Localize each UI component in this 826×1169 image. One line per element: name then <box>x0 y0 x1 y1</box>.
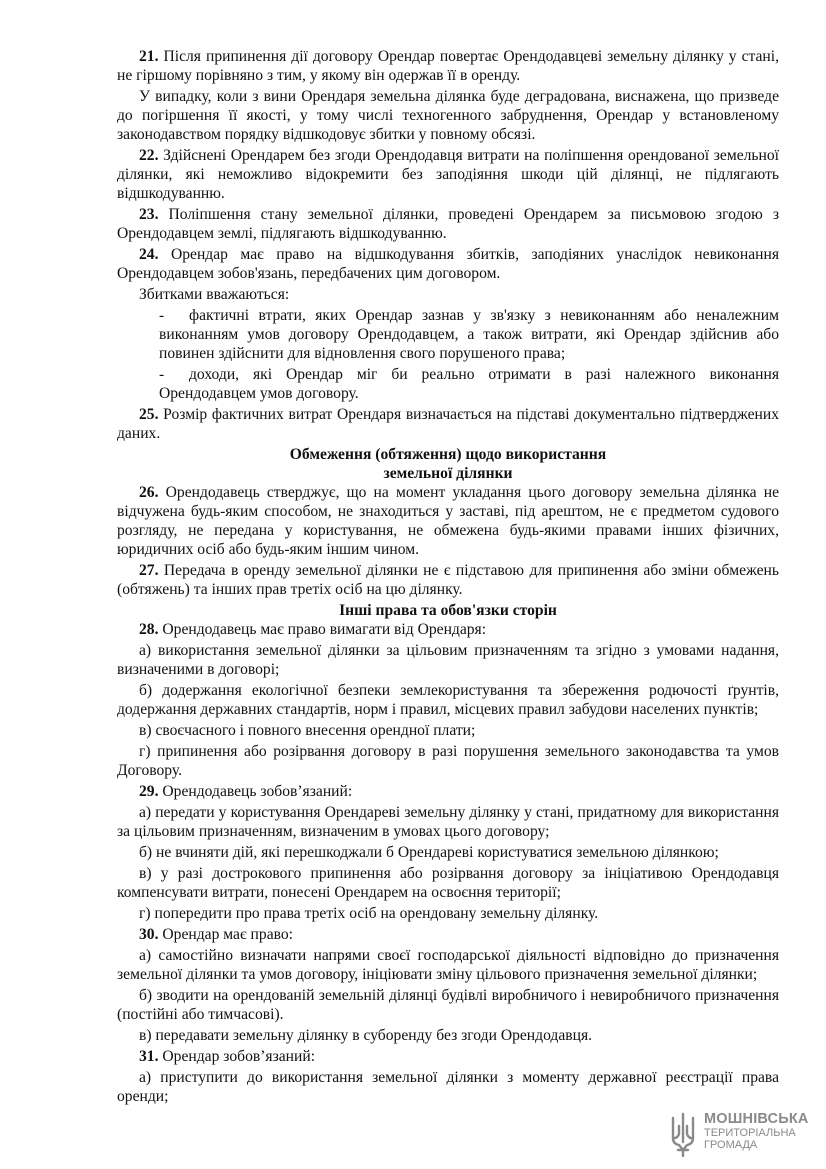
community-logo <box>668 1112 808 1162</box>
paragraph-28-d: г) припинення або розірвання договору в разі порушення земельного законодавства та умов Договору. <box>117 743 779 779</box>
paragraph-28-a: а) використання земельної ділянки за цільовим призначенням та згідно з умовами надання, визначеними в договорі; <box>117 642 779 678</box>
section-heading-restrictions-line2: земельної ділянки <box>383 465 513 482</box>
paragraph-28-b: б) додержання екологічної безпеки землекористування та збереження родючості ґрунтів, додержання державних стандартів, норм і правил, місцевих правил забудови населених пунктів; <box>117 682 779 718</box>
logo-text <box>704 1112 809 1151</box>
paragraph-29-d: г) попередити про права третіх осіб на орендовану земельну ділянку. <box>139 905 599 922</box>
logo-line-2: ТЕРИТОРІАЛЬНА <box>704 1127 796 1139</box>
paragraph-29: 29. Орендодавець зобов’язаний: <box>139 783 353 800</box>
paragraph-31-a: а) приступити до використання земельної ділянки з моменту державної реєстрації права оренди; <box>117 1069 779 1105</box>
paragraph-27: 27. Передача в оренду земельної ділянки не є підставою для припинення або зміни обмежень (обтяжень) та інших прав третіх осіб на цю ділянку. <box>117 562 779 598</box>
paragraph-29-b: б) не вчиняти дій, які перешкоджали б Орендареві користуватися земельною ділянкою; <box>139 844 719 861</box>
paragraph-22: 22. Здійснені Орендарем без згоди Орендодавця витрати на поліпшення орендованої земельної ділянки, які неможливо відокремити без заподіяння шкоди цій ділянці, не підлягають відшкодуванню. <box>117 147 779 202</box>
logo-line-1: МОШНІВСЬКА <box>704 1111 809 1127</box>
paragraph-24-losses: Збитками вважаються: <box>139 286 290 303</box>
paragraph-30: 30. Орендар має право: <box>139 926 293 943</box>
list-item: - фактичні втрати, яких Орендар зазнав у зв'язку з невиконанням або неналежним виконанням умов договору Орендодавцем, а також витрати, які Орендар здійснив або повинен здійснити для відновлення свого порушеного права; <box>159 307 779 362</box>
paragraph-28-c: в) своєчасного і повного внесення орендної плати; <box>139 722 476 739</box>
paragraph-31: 31. Орендар зобов’язаний: <box>139 1048 316 1065</box>
paragraph-29-c: в) у разі дострокового припинення або розірвання договору за ініціативою Орендодавця компенсувати витрати, понесені Орендарем на освоєння території; <box>117 865 779 901</box>
section-heading-restrictions: Обмеження (обтяження) щодо використання <box>289 446 607 463</box>
paragraph-26: 26. Орендодавець стверджує, що на момент укладання цього договору земельна ділянка не відчужена будь-яким способом, не знаходиться у заставі, під арештом, не є предметом судового розгляду, не передана у користування, не обмежена будь-якими правами інших фізичних, юридичних осіб або будь-яким іншим чином. <box>117 484 779 558</box>
paragraph-30-a: а) самостійно визначати напрями своєї господарської діяльності відповідно до призначення земельної ділянки та умов договору, ініціювати зміну цільового призначення земельної ділянки; <box>117 947 779 983</box>
section-heading-rights: Інші права та обов'язки сторін <box>339 602 557 619</box>
paragraph-24: 24. Орендар має право на відшкодування збитків, заподіяних унаслідок невиконання Орендодавцем зобов'язань, передбачених цим договором. <box>117 246 779 282</box>
paragraph-23: 23. Поліпшення стану земельної ділянки, проведені Орендарем за письмовою згодою з Орендодавцем землі, підлягають відшкодуванню. <box>117 206 779 242</box>
list-item: - доходи, які Орендар міг би реально отримати в разі належного виконання Орендодавцем умов договору. <box>159 366 779 402</box>
trident-icon <box>668 1112 698 1158</box>
paragraph-21-continued: У випадку, коли з вини Орендаря земельна ділянка буде деградована, виснажена, що призведе до погіршення її якості, у тому числі техногенного забруднення, Орендар у встановленому законодавством порядку відшкодовує збитки у повному обсязі. <box>117 88 779 143</box>
paragraph-29-a: а) передати у користування Орендареві земельну ділянку у стані, придатному для використання за цільовим призначенням, визначеним в умовах цього договору; <box>117 804 779 840</box>
logo-line-3: ГРОМАДА <box>704 1139 758 1151</box>
paragraph-25: 25. Розмір фактичних витрат Орендаря визначається на підставі документально підтверджених даних. <box>117 406 779 442</box>
paragraph-28: 28. Орендодавець має право вимагати від Орендаря: <box>139 621 487 638</box>
document-page <box>117 47 779 1108</box>
paragraph-21: 21. Після припинення дії договору Орендар повертає Орендодавцеві земельну ділянку у стані, не гіршому порівняно з тим, у якому він одержав її в оренду. <box>117 48 779 84</box>
paragraph-30-c: в) передавати земельну ділянку в суборенду без згоди Орендодавця. <box>139 1027 593 1044</box>
paragraph-30-b: б) зводити на орендованій земельній ділянці будівлі виробничого і невиробничого призначення (постійні або тимчасові). <box>117 987 779 1023</box>
